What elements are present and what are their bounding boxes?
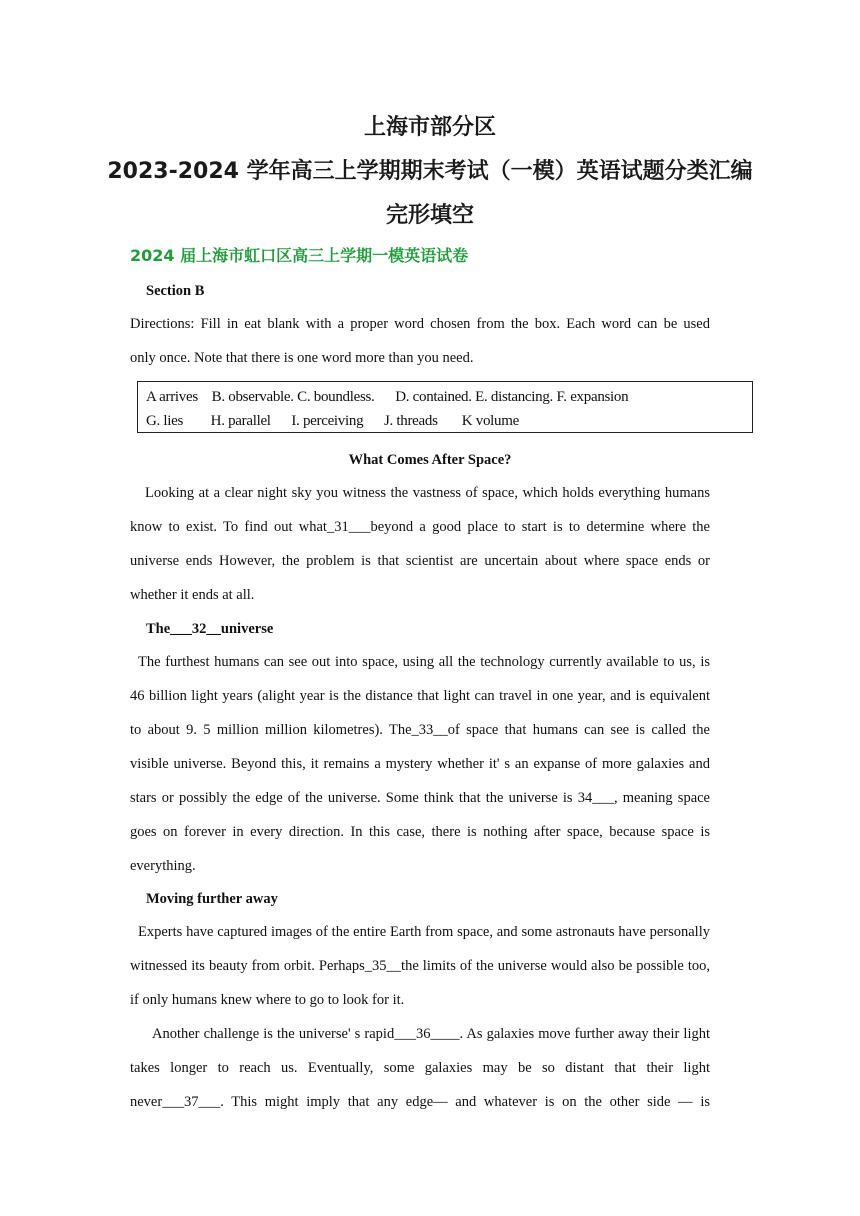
directions-line-2: only once. Note that there is one word more than you need. bbox=[130, 350, 474, 366]
doc-title-category: 完形填空 bbox=[385, 203, 474, 228]
passage-title: What Comes After Space? bbox=[348, 452, 512, 468]
word-bank-box bbox=[137, 381, 753, 433]
word-bank-row-1: A arrives B. observable. C. boundless. D. contained. E. distancing. F. expansion bbox=[146, 389, 629, 405]
paper-subtitle: 2024 届上海市虹口区高三上学期一模英语试卷 bbox=[130, 246, 469, 265]
paragraph-4: Another challenge is the universe' s rapid___36____. As galaxies move further away their light takes longer to reach us. Eventually, some galaxies may be so distant that their light never___37___. This might imply that any edge— and whatever is on the other side — is bbox=[130, 1026, 710, 1110]
word-bank-row-2: G. lies H. parallel I. perceiving J. threads K volume bbox=[146, 413, 519, 429]
section-label: Section B bbox=[146, 283, 205, 299]
directions-line-1: Directions: Fill in eat blank with a proper word chosen from the box. Each word can be used bbox=[130, 316, 710, 332]
doc-title-region: 上海市部分区 bbox=[363, 115, 496, 140]
heading-section-32: The___32__universe bbox=[146, 621, 274, 637]
paragraph-2: The furthest humans can see out into space, using all the technology currently available to us, is 46 billion light years (alight year is the distance that light can travel in one year, and is equivalent to about 9. 5 million million kilometres). The_33__of space that humans can see is called the visible universe. Beyond this, it remains a mystery whether it' s an expanse of more galaxies and stars or possibly the edge of the universe. Some think that the universe is 34___, meaning space goes on forever in every direction. In this case, there is nothing after space, because space is everything. bbox=[130, 654, 710, 874]
paragraph-3: Experts have captured images of the entire Earth from space, and some astronauts have personally witnessed its beauty from orbit. Perhaps_35__the limits of the universe would also be possible too, if only humans knew where to go to look for it. bbox=[130, 924, 710, 1008]
heading-moving-further: Moving further away bbox=[146, 891, 278, 907]
doc-title-exam: 2023-2024 学年高三上学期期末考试（一模）英语试题分类汇编 bbox=[107, 159, 753, 184]
paragraph-1: Looking at a clear night sky you witness the vastness of space, which holds everything humans know to exist. To find out what_31___beyond a good place to start is to determine where the universe ends However, the problem is that scientist are uncertain about where space ends or whether it ends at all. bbox=[130, 485, 710, 603]
